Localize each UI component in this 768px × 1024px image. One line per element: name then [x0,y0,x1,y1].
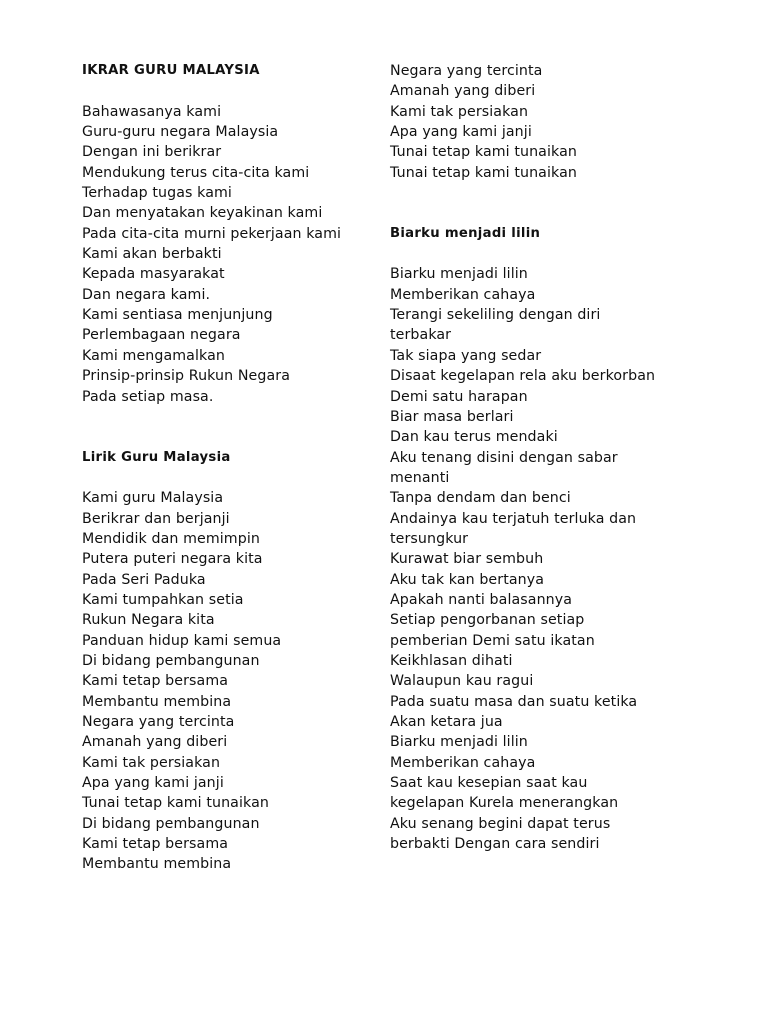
spacer [390,244,680,264]
verse-line: Tunai tetap kami tunaikan [390,164,577,181]
verse-line: Putera puteri negara kita [82,551,263,568]
verse-line: Walaupun kau ragui [390,673,534,690]
verse-line: Kami tumpahkan setia [82,591,244,608]
verse-line: Di bidang pembangunan [82,815,260,832]
lilin-verse [390,264,680,854]
verse-line: Pada suatu masa dan suatu ketika [390,693,638,710]
verse-line: Biar masa berlari [390,408,514,425]
spacer [82,81,382,101]
verse-line: kegelapan Kurela menerangkan [390,795,619,812]
verse-line: Dengan ini berikrar [82,144,222,161]
verse-line: Mendidik dan memimpin [82,530,260,547]
verse-line: Kurawat biar sembuh [390,551,544,568]
verse-line: Pada Seri Paduka [82,571,206,588]
verse-line: Andainya kau terjatuh terluka dan [390,510,637,527]
verse-line: Membantu membina [82,856,232,873]
lirik-verse-continued [390,61,680,183]
verse-line: Kami tetap bersama [82,836,229,853]
verse-line: Pada setiap masa. [82,388,214,405]
spacer [390,203,680,223]
verse-line: Tunai tetap kami tunaikan [390,144,577,161]
verse-line: Negara yang tercinta [82,714,235,730]
verse-line: Amanah yang diberi [390,83,536,100]
spacer [82,427,382,447]
verse-line: Di bidang pembangunan [82,652,260,669]
verse-line: Negara yang tercinta [390,63,543,79]
right-column [390,61,680,854]
verse-line: Biarku menjadi lilin [390,266,528,283]
verse-line: Kepada masyarakat [82,266,225,283]
verse-line: Kami tetap bersama [82,673,229,690]
verse-line: Kami tak persiakan [82,754,221,771]
lirik-verse [82,488,382,875]
verse-line: Memberikan cahaya [390,754,536,771]
verse-line: Tunai tetap kami tunaikan [82,795,269,812]
verse-line: Kami mengamalkan [82,347,225,364]
verse-line: Aku senang begini dapat terus [390,815,611,832]
lirik-title: Lirik Guru Malaysia [82,449,231,465]
verse-line: Dan negara kami. [82,286,211,303]
verse-line: Akan ketara jua [390,714,503,730]
verse-line: Mendukung terus cita-cita kami [82,164,310,181]
verse-line: Saat kau kesepian saat kau [390,775,588,792]
verse-line: Terhadap tugas kami [82,185,232,202]
ikrar-title: IKRAR GURU MALAYSIA [82,63,260,78]
left-column [82,61,382,875]
verse-line: Aku tak kan bertanya [390,571,545,588]
verse-line: Kami sentiasa menjunjung [82,307,273,324]
verse-line: Aku tenang disini dengan sabar [390,449,618,466]
verse-line: Setiap pengorbanan setiap [390,612,585,629]
verse-line: Berikrar dan berjanji [82,510,230,527]
verse-line: tersungkur [390,530,469,547]
verse-line: Amanah yang diberi [82,734,228,751]
ikrar-verse [82,102,382,407]
verse-line: Dan kau terus mendaki [390,429,558,446]
spacer [82,407,382,427]
verse-line: Pada cita-cita murni pekerjaan kami [82,225,342,242]
verse-line: Demi satu harapan [390,388,528,405]
verse-line: Kami akan berbakti [82,246,222,263]
verse-line: Bahawasanya kami [82,103,222,120]
spacer [82,468,382,488]
verse-line: Rukun Negara kita [82,612,215,629]
lilin-title: Biarku menjadi lilin [390,225,541,241]
verse-line: Apa yang kami janji [82,775,224,792]
verse-line: Disaat kegelapan rela aku berkorban [390,368,656,385]
verse-line: berbakti Dengan cara sendiri [390,836,600,853]
verse-line: terbakar [390,327,452,344]
verse-line: Keikhlasan dihati [390,652,513,669]
verse-line: Biarku menjadi lilin [390,734,528,751]
verse-line: Membantu membina [82,693,232,710]
verse-line: Apa yang kami janji [390,124,532,141]
verse-line: menanti [390,469,450,486]
verse-line: Kami guru Malaysia [82,490,224,507]
verse-line: Perlembagaan negara [82,327,241,344]
verse-line: Panduan hidup kami semua [82,632,282,649]
verse-line: Apakah nanti balasannya [390,591,573,608]
verse-line: Kami tak persiakan [390,103,529,120]
verse-line: Prinsip-prinsip Rukun Negara [82,368,291,385]
verse-line: Tanpa dendam dan benci [390,490,571,507]
spacer [390,183,680,203]
verse-line: Guru-guru negara Malaysia [82,124,279,141]
verse-line: Tak siapa yang sedar [390,347,542,364]
verse-line: Dan menyatakan keyakinan kami [82,205,323,222]
verse-line: Memberikan cahaya [390,286,536,303]
verse-line: pemberian Demi satu ikatan [390,632,595,649]
verse-line: Terangi sekeliling dengan diri [390,307,601,324]
